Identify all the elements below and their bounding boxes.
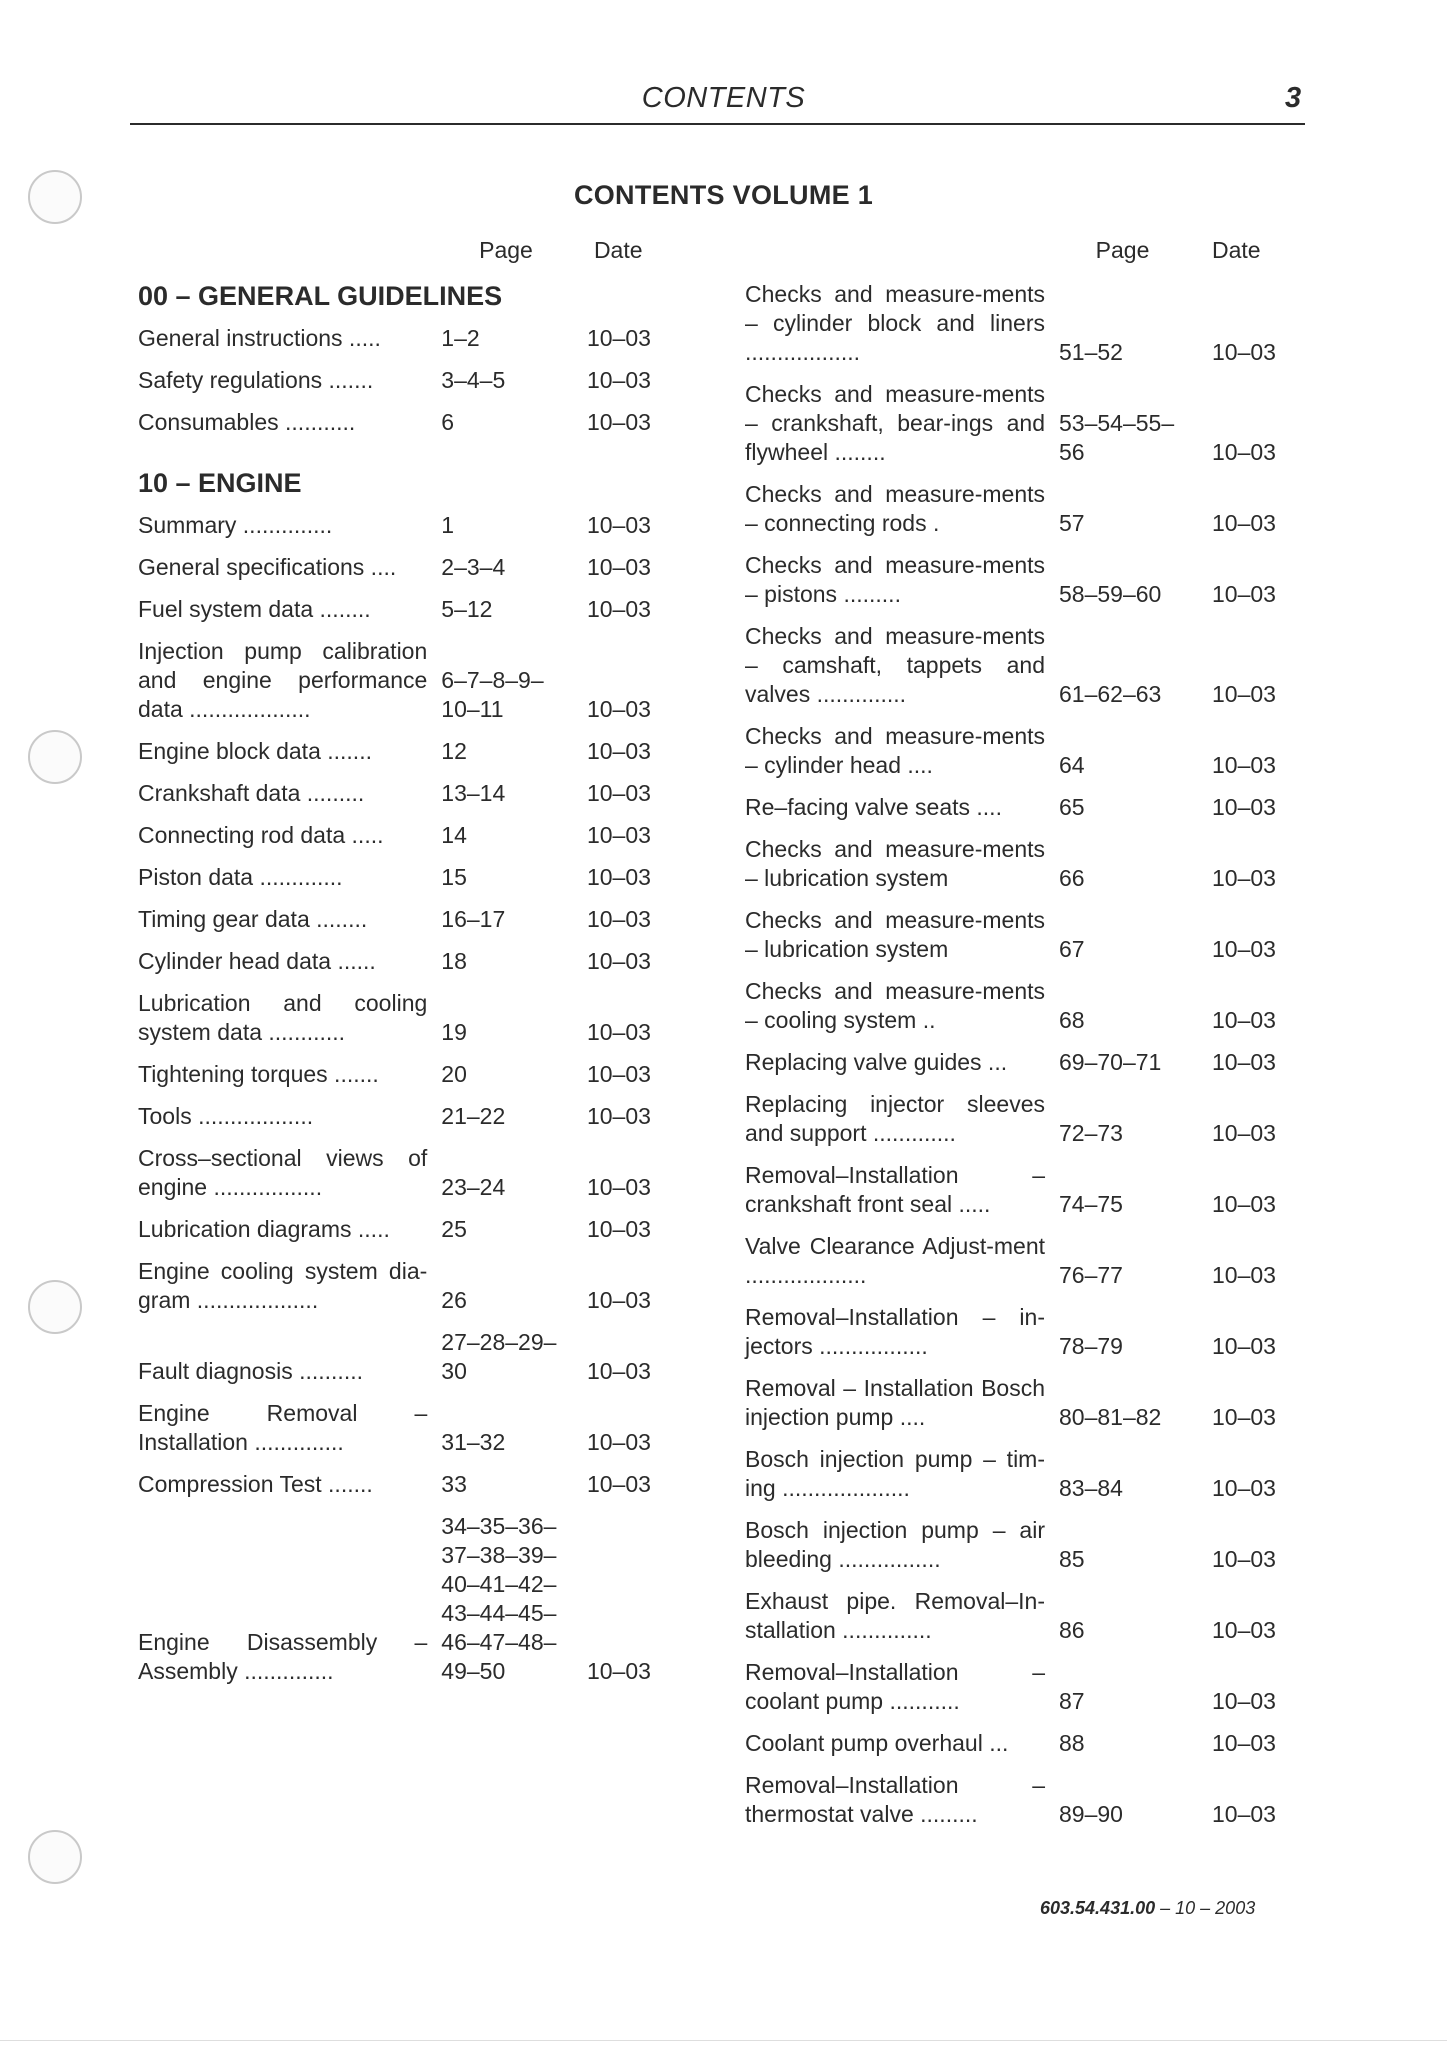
entry-title: Removal–Installation – crankshaft front seal ..... (745, 1162, 1045, 1217)
entry-pages: 5–12 (441, 596, 493, 622)
entry-pages: 69–70–71 (1059, 1049, 1162, 1075)
entry-title: Engine Disassembly – Assembly .............. (138, 1629, 428, 1684)
entry-date: 10–03 (1212, 1333, 1276, 1359)
entry-pages: 67 (1059, 936, 1085, 962)
toc-entry (745, 551, 1305, 609)
entry-title: Removal–Installation – in-jectors ................. (745, 1304, 1045, 1359)
footer-date: – 10 – 2003 (1155, 1898, 1256, 1918)
toc-entry (745, 1048, 1305, 1077)
toc-entry (745, 1303, 1305, 1361)
toc-entry (130, 947, 690, 976)
toc-entry (130, 905, 690, 934)
entry-title: Fuel system data ........ (138, 596, 371, 622)
entry-pages: 1 (441, 512, 455, 538)
date-column-label: Date (1212, 237, 1261, 263)
entry-pages: 26 (441, 1287, 467, 1313)
entry-title: Checks and measure-ments – camshaft, tappets and valves .............. (745, 623, 1045, 707)
entry-date: 10–03 (1212, 1262, 1276, 1288)
toc-entry (130, 1215, 690, 1244)
entry-pages: 86 (1059, 1617, 1085, 1643)
toc-entry (130, 1399, 690, 1457)
entry-date: 10–03 (1212, 681, 1276, 707)
entry-title: Removal–Installation – thermostat valve ......... (745, 1772, 1045, 1827)
toc-entry (745, 1161, 1305, 1219)
entry-pages: 18 (441, 948, 467, 974)
entry-title: Replacing injector sleeves and support ............. (745, 1091, 1045, 1146)
entry-date: 10–03 (1212, 1049, 1276, 1075)
left-column-header (130, 236, 690, 272)
entry-title: Tools .................. (138, 1103, 314, 1129)
punch-hole (28, 730, 82, 784)
toc-entry (745, 1445, 1305, 1503)
entry-title: Valve Clearance Adjust-ment ................... (745, 1233, 1045, 1288)
toc-entry (130, 637, 690, 724)
toc-entry (745, 1587, 1305, 1645)
entry-pages: 23–24 (441, 1174, 506, 1200)
entry-date: 10–03 (586, 864, 651, 890)
entry-date: 10–03 (1212, 936, 1276, 962)
toc-entry (130, 863, 690, 892)
toc-entry (130, 1512, 690, 1686)
entry-pages: 19 (441, 1019, 467, 1045)
toc-entry (130, 1060, 690, 1089)
entry-date: 10–03 (586, 906, 651, 932)
entry-date: 10–03 (586, 1287, 651, 1313)
toc-entry (130, 595, 690, 624)
document-footer (1040, 1898, 1255, 1919)
entry-pages: 61–62–63 (1059, 681, 1162, 707)
entry-date: 10–03 (1212, 794, 1276, 820)
entry-date: 10–03 (586, 409, 651, 435)
toc-entry (130, 1102, 690, 1131)
toc-entry (130, 779, 690, 808)
toc-entry (130, 1470, 690, 1499)
entry-date: 10–03 (1212, 1546, 1276, 1572)
date-column-label: Date (593, 237, 643, 263)
entry-title: Piston data ............. (138, 864, 343, 890)
entry-title: Bosch injection pump – tim-ing .................... (745, 1446, 1045, 1501)
contents-left-column (130, 236, 690, 1699)
entry-date: 10–03 (1212, 1730, 1276, 1756)
toc-entry (745, 380, 1305, 467)
entry-date: 10–03 (586, 367, 651, 393)
entry-date: 10–03 (586, 1658, 651, 1684)
entry-date: 10–03 (586, 325, 651, 351)
entry-pages: 12 (441, 738, 467, 764)
entry-title: Engine Removal – Installation .............. (138, 1400, 428, 1455)
entry-date: 10–03 (1212, 1801, 1276, 1827)
entry-date: 10–03 (586, 1019, 651, 1045)
entry-title: Removal–Installation – coolant pump ........... (745, 1659, 1045, 1714)
entry-date: 10–03 (1212, 1191, 1276, 1217)
toc-entry (745, 906, 1305, 964)
entry-date: 10–03 (1212, 865, 1276, 891)
entry-title: General instructions ..... (138, 325, 381, 351)
entry-title: Checks and measure-ments – cylinder block and liners .................. (745, 281, 1045, 365)
entry-pages: 21–22 (441, 1103, 506, 1129)
entry-title: Cross–sectional views of engine ................. (138, 1145, 428, 1200)
entry-title: Summary .............. (138, 512, 333, 538)
entry-title: Checks and measure-ments – cooling system .. (745, 978, 1045, 1033)
entry-date: 10–03 (1212, 581, 1276, 607)
toc-entry (745, 622, 1305, 709)
entry-date: 10–03 (1212, 339, 1276, 365)
entry-pages: 1–2 (441, 325, 480, 351)
entry-date: 10–03 (586, 596, 651, 622)
entry-pages: 6 (441, 409, 455, 435)
entry-pages: 13–14 (441, 780, 506, 806)
entry-date: 10–03 (586, 1471, 651, 1497)
entry-pages: 65 (1059, 794, 1085, 820)
toc-entry (130, 737, 690, 766)
entry-title: Tightening torques ....... (138, 1061, 379, 1087)
punch-hole (28, 1280, 82, 1334)
entry-title: Crankshaft data ......... (138, 780, 365, 806)
entry-date: 10–03 (586, 780, 651, 806)
left-sections (130, 280, 690, 1686)
entry-title: Safety regulations ....... (138, 367, 374, 393)
toc-entry (745, 280, 1305, 367)
toc-entry (745, 722, 1305, 780)
entry-date: 10–03 (1212, 1475, 1276, 1501)
entry-pages: 2–3–4 (441, 554, 506, 580)
toc-entry (745, 1374, 1305, 1432)
punch-hole (28, 1830, 82, 1884)
toc-entry (745, 1658, 1305, 1716)
entry-date: 10–03 (586, 512, 651, 538)
entry-title: Engine block data ....... (138, 738, 372, 764)
page-number: 3 (1285, 82, 1302, 114)
entry-pages: 66 (1059, 865, 1085, 891)
entry-title: Lubrication and cooling system data ............ (138, 990, 428, 1045)
entry-pages: 74–75 (1059, 1191, 1123, 1217)
entry-pages: 88 (1059, 1730, 1085, 1756)
entry-date: 10–03 (586, 696, 651, 722)
footer-doc-code: 603.54.431.00 (1040, 1898, 1156, 1918)
entry-title: Checks and measure-ments – cylinder head .... (745, 723, 1045, 778)
entry-date: 10–03 (586, 1216, 651, 1242)
toc-entry (130, 1257, 690, 1315)
toc-entry (745, 835, 1305, 893)
entry-title: Lubrication diagrams ..... (138, 1216, 390, 1242)
toc-entry (130, 553, 690, 582)
entry-title: Consumables ........... (138, 409, 356, 435)
entry-pages: 14 (441, 822, 467, 848)
entry-title: Compression Test ....... (138, 1471, 373, 1497)
entry-date: 10–03 (586, 1103, 651, 1129)
entry-title: Timing gear data ........ (138, 906, 368, 932)
entry-pages: 72–73 (1059, 1120, 1123, 1146)
entry-date: 10–03 (1212, 1007, 1276, 1033)
toc-entry (130, 324, 690, 353)
toc-entry (745, 977, 1305, 1035)
entry-title: Re–facing valve seats .... (745, 794, 1002, 820)
entry-title: Injection pump calibration and engine performance data ................... (138, 638, 428, 722)
toc-entry (745, 480, 1305, 538)
entry-pages: 68 (1059, 1007, 1085, 1033)
entry-date: 10–03 (586, 948, 651, 974)
entry-pages: 76–77 (1059, 1262, 1123, 1288)
entry-pages: 20 (441, 1061, 467, 1087)
entry-title: Checks and measure-ments – lubrication system (745, 907, 1045, 962)
entry-date: 10–03 (586, 1358, 651, 1384)
entry-pages: 33 (441, 1471, 467, 1497)
entry-pages: 85 (1059, 1546, 1085, 1572)
entry-pages: 80–81–82 (1059, 1404, 1162, 1430)
entry-date: 10–03 (586, 554, 651, 580)
entry-pages: 87 (1059, 1688, 1085, 1714)
page-edge-line (0, 2040, 1447, 2041)
entry-pages: 27–28–29– 30 (441, 1329, 557, 1384)
entry-title: Removal – Installation Bosch injection pump .... (745, 1375, 1045, 1430)
header-rule (130, 123, 1305, 125)
entry-date: 10–03 (586, 822, 651, 848)
entry-pages: 15 (441, 864, 467, 890)
entry-title: Checks and measure-ments – lubrication system (745, 836, 1045, 891)
right-entries (745, 280, 1305, 1829)
toc-entry (745, 1771, 1305, 1829)
entry-pages: 51–52 (1059, 339, 1123, 365)
entry-title: Bosch injection pump – air bleeding ................ (745, 1517, 1045, 1572)
punch-hole (28, 170, 82, 224)
entry-title: Coolant pump overhaul ... (745, 1730, 1009, 1756)
entry-date: 10–03 (1212, 510, 1276, 536)
entry-pages: 64 (1059, 752, 1085, 778)
right-column-header (745, 236, 1305, 272)
entry-title: Checks and measure-ments – connecting rods . (745, 481, 1045, 536)
entry-title: Checks and measure-ments – pistons ......... (745, 552, 1045, 607)
entry-pages: 16–17 (441, 906, 506, 932)
toc-entry (130, 408, 690, 437)
toc-entry (130, 821, 690, 850)
entry-date: 10–03 (1212, 1617, 1276, 1643)
entry-date: 10–03 (1212, 1120, 1276, 1146)
page-column-label: Page (479, 237, 533, 263)
entry-title: General specifications .... (138, 554, 397, 580)
entry-title: Engine cooling system dia-gram ................... (138, 1258, 428, 1313)
entry-date: 10–03 (1212, 439, 1276, 465)
contents-right-column (745, 236, 1305, 1842)
toc-entry (130, 1144, 690, 1202)
entry-pages: 58–59–60 (1059, 581, 1162, 607)
toc-entry (130, 511, 690, 540)
toc-entry (130, 1328, 690, 1386)
entry-pages: 31–32 (441, 1429, 506, 1455)
entry-title: Checks and measure-ments – crankshaft, bear-ings and flywheel ........ (745, 381, 1045, 465)
page-column-label: Page (1095, 237, 1150, 263)
entry-date: 10–03 (586, 1061, 651, 1087)
toc-entry (745, 1729, 1305, 1758)
entry-date: 10–03 (586, 1429, 651, 1455)
entry-pages: 57 (1059, 510, 1085, 536)
section-heading: 10 – ENGINE (138, 468, 302, 498)
entry-pages: 83–84 (1059, 1475, 1123, 1501)
entry-title: Exhaust pipe. Removal–In-stallation .............. (745, 1588, 1045, 1643)
toc-entry (130, 989, 690, 1047)
entry-pages: 34–35–36– 37–38–39– 40–41–42– 43–44–45– 46–47–48– 49–50 (441, 1513, 557, 1684)
entry-pages: 25 (441, 1216, 467, 1242)
entry-pages: 53–54–55– 56 (1059, 410, 1175, 465)
entry-title: Connecting rod data ..... (138, 822, 384, 848)
entry-date: 10–03 (1212, 752, 1276, 778)
entry-date: 10–03 (586, 1174, 651, 1200)
entry-date: 10–03 (586, 738, 651, 764)
entry-date: 10–03 (1212, 1404, 1276, 1430)
page-header-title: CONTENTS (641, 82, 806, 114)
toc-entry (745, 1232, 1305, 1290)
section-heading: 00 – GENERAL GUIDELINES (138, 281, 503, 311)
toc-entry (745, 1516, 1305, 1574)
entry-date: 10–03 (1212, 1688, 1276, 1714)
entry-title: Fault diagnosis .......... (138, 1358, 363, 1384)
toc-entry (130, 366, 690, 395)
entry-pages: 89–90 (1059, 1801, 1123, 1827)
entry-title: Cylinder head data ...... (138, 948, 376, 974)
entry-title: Replacing valve guides ... (745, 1049, 1008, 1075)
toc-entry (745, 1090, 1305, 1148)
toc-entry (745, 793, 1305, 822)
entry-pages: 78–79 (1059, 1333, 1123, 1359)
volume-title: CONTENTS VOLUME 1 (573, 180, 874, 210)
entry-pages: 3–4–5 (441, 367, 506, 393)
entry-pages: 6–7–8–9– 10–11 (441, 667, 544, 722)
